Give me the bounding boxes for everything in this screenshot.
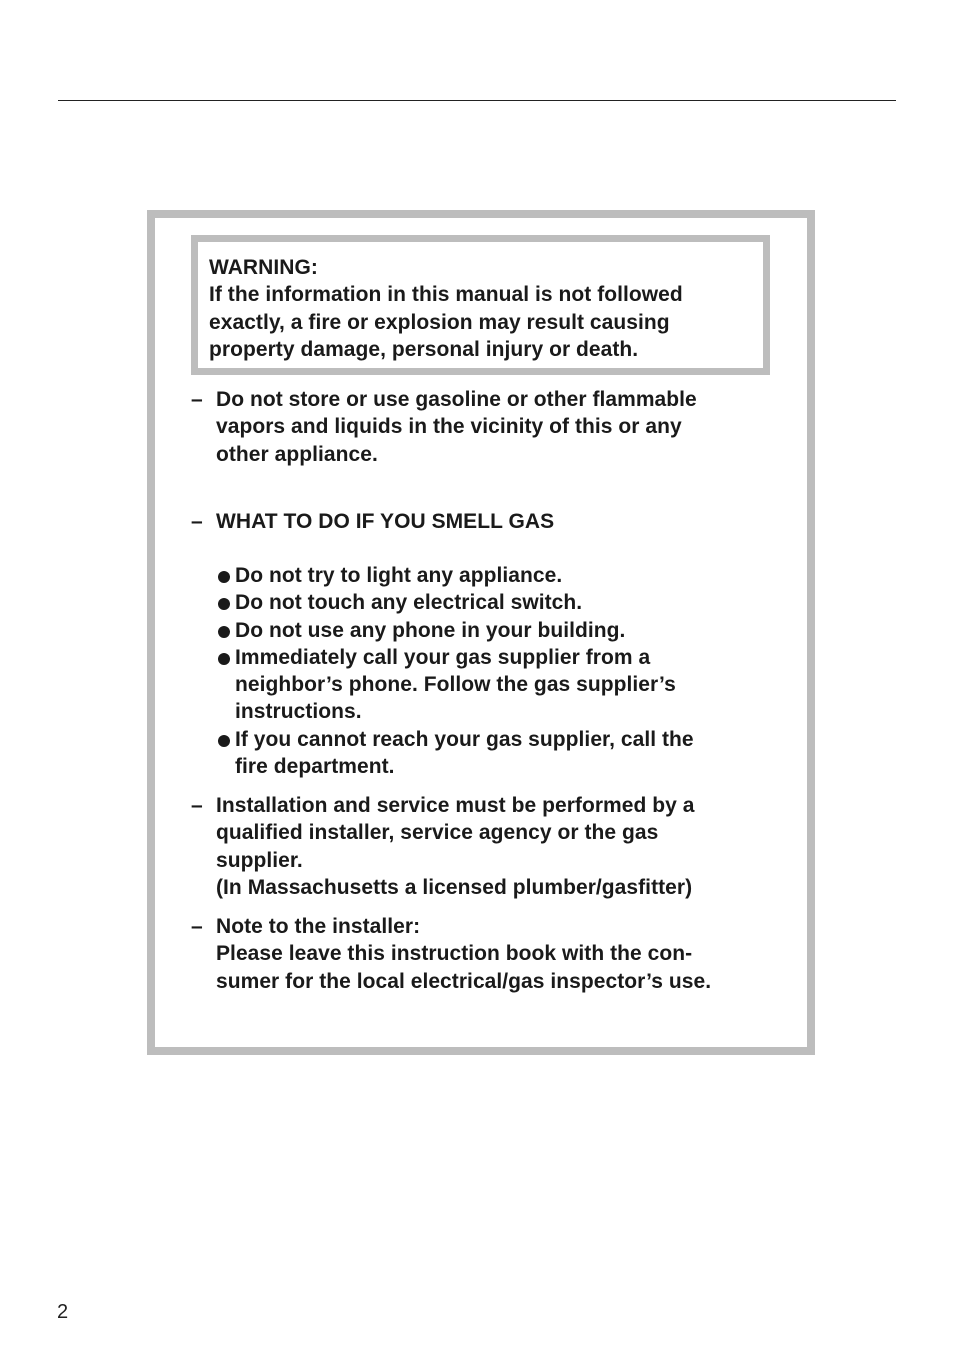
gas-step-line: If you cannot reach your gas supplier, call the: [235, 727, 694, 751]
dash-marker: –: [191, 794, 203, 817]
list-item: [216, 589, 694, 616]
instruction-line: Installation and service must be performed by a: [216, 794, 695, 817]
warning-line: If the information in this manual is not followed: [209, 283, 683, 307]
gas-step-line: neighbor’s phone. Follow the gas supplier’s: [235, 673, 676, 697]
gas-step-line: Immediately call your gas supplier from a: [235, 645, 651, 669]
gas-step-line: Do not touch any electrical switch.: [235, 591, 583, 615]
instruction-line: supplier.: [216, 848, 303, 872]
dash-marker: –: [191, 510, 203, 533]
warning-line: property damage, personal injury or death.: [209, 337, 639, 361]
gas-step-line: Do not use any phone in your building.: [235, 618, 626, 642]
warning-box: [191, 235, 770, 375]
instruction-line: vapors and liquids in the vicinity of this or any: [216, 415, 682, 439]
instruction-line: other appliance.: [216, 442, 378, 466]
bullet-icon: [218, 735, 230, 747]
gas-step-line: instructions.: [235, 700, 362, 724]
list-item: [216, 617, 694, 644]
instruction-line: Do not store or use gasoline or other flammable: [216, 388, 697, 411]
instruction-item: [191, 913, 711, 995]
header-rule: [58, 100, 896, 101]
page-number: 2: [57, 1301, 69, 1323]
warning-line: exactly, a fire or explosion may result causing: [209, 310, 670, 334]
bullet-icon: [218, 571, 230, 583]
instruction-line: (In Massachusetts a licensed plumber/gasfitter): [216, 875, 693, 899]
list-item: [216, 562, 694, 589]
instruction-item: [191, 508, 554, 535]
instruction-line: qualified installer, service agency or the gas: [216, 821, 659, 845]
dash-marker: –: [191, 915, 203, 938]
gas-step-line: fire department.: [235, 755, 395, 779]
bullet-icon: [218, 653, 230, 665]
gas-step-line: Do not try to light any appliance.: [235, 564, 563, 587]
instruction-item: [191, 792, 695, 901]
bullet-icon: [218, 598, 230, 610]
instruction-line: Please leave this instruction book with the con-: [216, 942, 693, 966]
gas-section-heading: WHAT TO DO IF YOU SMELL GAS: [216, 510, 555, 533]
instruction-line: sumer for the local electrical/gas inspector’s use.: [216, 969, 712, 993]
bullet-icon: [218, 626, 230, 638]
list-item: [216, 644, 694, 726]
instruction-line: Note to the installer:: [216, 915, 421, 938]
warning-heading: WARNING:: [209, 256, 318, 279]
dash-marker: –: [191, 388, 203, 411]
instruction-item: [191, 386, 697, 468]
gas-steps-list: [216, 562, 694, 780]
list-item: [216, 726, 694, 781]
